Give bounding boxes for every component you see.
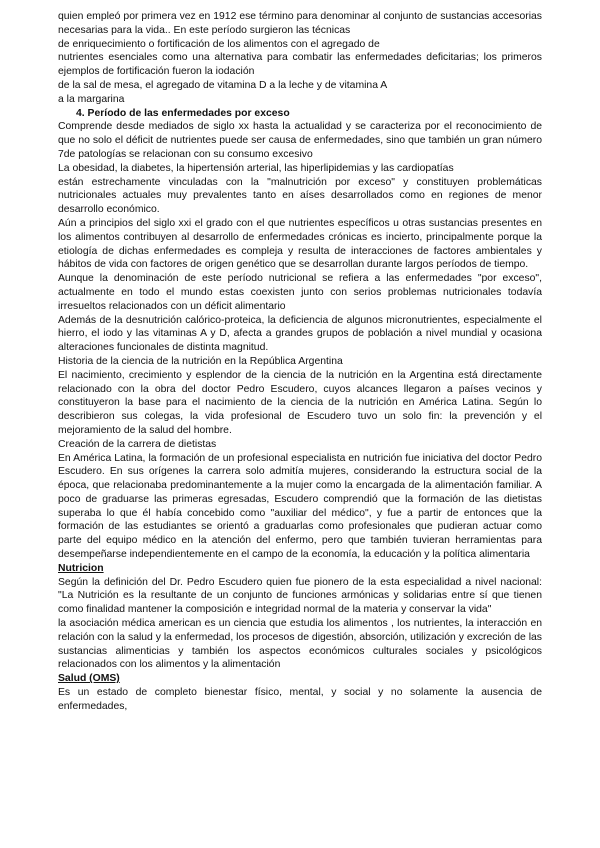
history-heading: Historia de la ciencia de la nutrición en la República Argentina (58, 355, 343, 367)
nutricion-ama-paragraph: la asociación médica american es un ciencia que estudia los alimentos , los nutrientes, la interacción en relación con la salud y la enfermedad, los procesos de digestión, absorción, utilización y excreción de las sustancias alimenticias y también los aspectos económicos culturales sociales y psicológicos relacionados con los alimentos y la alimentación (58, 618, 542, 671)
section-4-heading: 4. Período de las enfermedades por exceso (76, 107, 290, 119)
intro-line: de la sal de mesa, el agregado de vitamina D a la leche y de vitamina A (58, 79, 388, 91)
document-page (58, 10, 542, 714)
salud-heading: Salud (OMS) (58, 673, 120, 685)
section-4-paragraph: Comprende desde mediados de siglo xx hasta la actualidad y se caracteriza por el reconocimiento de que no solo el déficit de nutrientes puede ser causa de enfermedades, sino que también un gran número 7de patologías se relacionan con su consumo excesivo (58, 121, 542, 160)
nutricion-heading: Nutricion (58, 562, 104, 574)
intro-line: de enriquecimiento o fortificación de los alimentos con el agregado de (58, 38, 380, 50)
section-4-paragraph: Aunque la denominación de este período nutricional se refiera a las enfermedades "por exceso", actualmente en todo el mundo estas coexisten junto con serios problemas nutricionales todavía irresueltos relacionados con un déficit alimentario (58, 273, 542, 312)
career-heading: Creación de la carrera de dietistas (58, 438, 217, 450)
section-4-paragraph: La obesidad, la diabetes, la hipertensión arterial, las hiperlipidemias y las cardiopatías (58, 162, 454, 174)
section-4-paragraph: Además de la desnutrición calórico-proteica, la deficiencia de algunos micronutrientes, especialmente el hierro, el iodo y las vitaminas A y D, afecta a grandes grupos de población a nivel mundial y ocasiona alteraciones funcionales de distinta magnitud. (58, 314, 542, 354)
intro-paragraph: quien empleó por primera vez en 1912 ese término para denominar al conjunto de sustancias accesorias necesarias para la vida.. En este período surgieron las técnicas (58, 11, 542, 36)
intro-line: a la margarina (58, 93, 125, 105)
nutricion-definition-paragraph: Según la definición del Dr. Pedro Escudero quien fue pionero de la esta especialidad a nivel nacional: "La Nutrición es la resultante de un conjunto de funciones armónicas y solidarias entre sí que tienen como finalidad mantener la composición e integridad normal de la materia y conservar la vida" (58, 576, 542, 616)
career-paragraph: En América Latina, la formación de un profesional especialista en nutrición fue iniciativa del doctor Pedro Escudero. En sus orígenes la carrera solo admitía mujeres, considerando la estructura social de la época, que relacionaba predominantemente a la mujer como la encargada de la alimentación familiar. A poco de graduarse las primeras egresadas, Escudero comprendió que la formación de las dietistas superaba lo que él había concebido como "auxiliar del médico", y fue a partir de entonces que la formación de las estudiantes se orientó a graduarlas como profesionales que pudieran actuar como parte del equipo médico en la atención del enfermo, pero que también tuvieran herramientas para desempeñarse independientemente en el campo de la economía, la educación y la política alimentaria (58, 452, 542, 561)
history-paragraph: El nacimiento, crecimiento y esplendor de la ciencia de la nutrición en la Argentina está directamente relacionado con la obra del doctor Pedro Escudero, cuyos alcances llegaron a países vecinos y constituyeron la base para el nacimiento de la ciencia de la nutrición en América Latina. Según lo describieron sus colegas, la vida profesional de Escudero tuvo un solo fin: la prevención y el mejoramiento de la salud del hombre. (58, 369, 542, 436)
salud-paragraph: Es un estado de completo bienestar físico, mental, y social y no solamente la ausencia de enfermedades, (58, 687, 542, 712)
intro-paragraph: nutrientes esenciales como una alternativa para combatir las enfermedades deficitarias; los primeros ejemplos de fortificación fueron la iodación (58, 52, 542, 78)
section-4-paragraph: Aún a principios del siglo xxi el grado con el que nutrientes específicos u otras sustancias presentes en los alimentos contribuyen al desarrollo de enfermedades crónicas es incierto, principalmente porque la etiología de dichas enfermedades es compleja y resulta de interacciones de factores ambientales y hábitos de vida con factores de origen genético que se desarrollan durante largos períodos de tiempo. (58, 217, 542, 271)
section-4-paragraph: están estrechamente vinculadas con la "malnutrición por exceso" y constituyen problemáticas nutricionales actuales muy prevalentes tanto en aíses desarrollados como en regiones de menor desarrollo económico. (58, 176, 542, 216)
